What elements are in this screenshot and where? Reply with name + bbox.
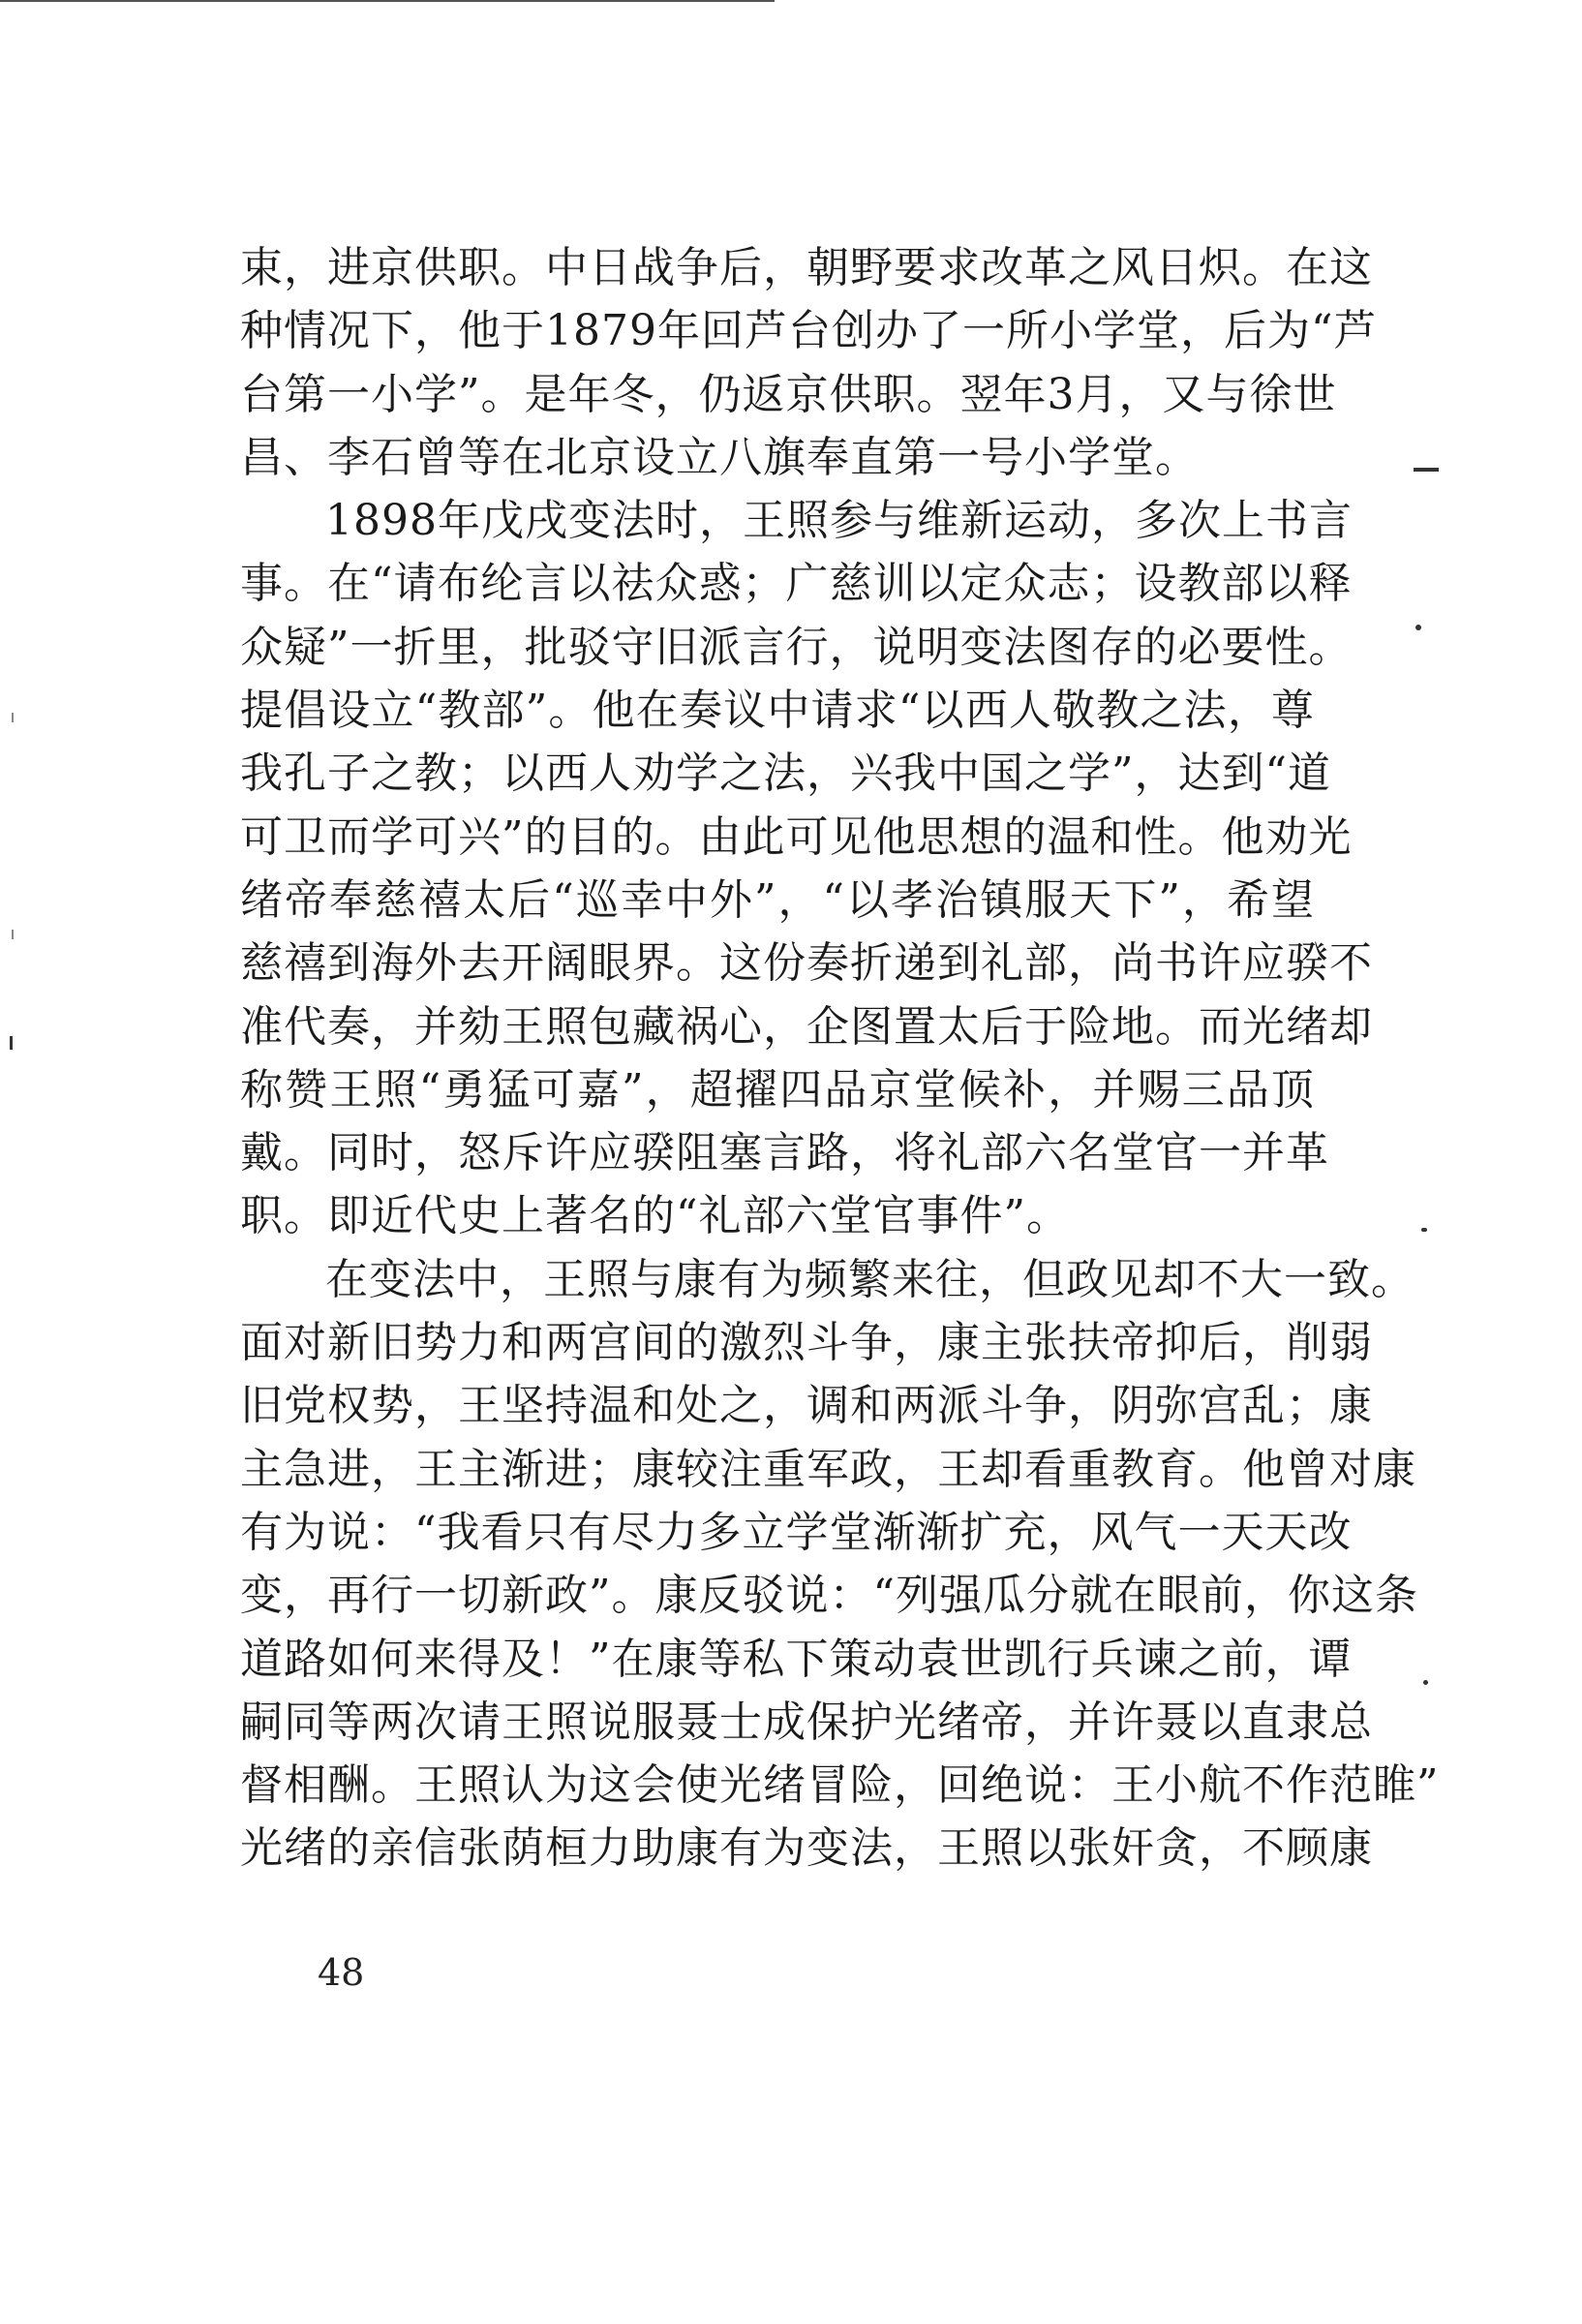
text-line: 事。在“请布纶言以祛众惑；广慈训以定众志；设教部以释 <box>240 559 1353 609</box>
text-line: 道路如何来得及！”在康等私下策动袁世凯行兵谏之前，谭 <box>240 1634 1353 1684</box>
margin-dot-mark <box>1415 625 1421 630</box>
text-line: 面对新旧势力和两宫间的激烈斗争，康主张扶帝抑后，削弱 <box>240 1318 1373 1368</box>
page-number: 48 <box>318 1951 365 1994</box>
margin-tick-mark <box>10 1036 13 1050</box>
text-line: 主急进，王主渐进；康较注重军政，王却看重教育。他曾对康 <box>240 1444 1416 1494</box>
paragraph-3 <box>240 1248 1440 1881</box>
text-line: 旧党权势，王坚持温和处之，调和两派斗争，阴弥宫乱；康 <box>240 1381 1373 1431</box>
margin-dot-mark <box>1423 1680 1428 1685</box>
paragraph-2 <box>240 489 1373 1248</box>
text-line: 职。即近代史上著名的“礼部六堂官事件”。 <box>240 1191 1070 1241</box>
margin-tick-mark <box>12 930 14 939</box>
text-line: 嗣同等两次请王照说服聂士成保护光绪帝，并许聂以直隶总 <box>240 1697 1373 1747</box>
text-line: 昌、李石曾等在北京设立八旗奉直第一号小学堂。 <box>240 432 1199 482</box>
text-line: 提倡设立“教部”。他在奏议中请求“以西人敬教之法，尊 <box>240 686 1315 736</box>
text-line: 准代奏，并劾王照包藏祸心，企图置太后于险地。而光绪却 <box>240 1001 1373 1052</box>
margin-dash-mark <box>1414 468 1439 472</box>
text-line: 种情况下，他于1879年回芦台创办了一所小学堂，后为“芦 <box>240 306 1378 356</box>
text-line: 1898年戊戌变法时，王照参与维新运动，多次上书言 <box>325 496 1353 546</box>
text-line: 我孔子之教；以西人劝学之法，兴我中国之学”，达到“道 <box>240 749 1331 799</box>
text-line: 光绪的亲信张荫桓力助康有为变法，王照以张奸贪，不顾康 <box>240 1823 1373 1874</box>
text-line: 有为说：“我看只有尽力多立学堂渐渐扩充，风气一天天改 <box>240 1507 1353 1557</box>
text-line: 绪帝奉慈禧太后“巡幸中外”，“以孝治镇服天下”，希望 <box>240 874 1315 925</box>
body-text <box>240 236 1440 1881</box>
text-line: 慈禧到海外去开阔眼界。这份奏折递到礼部，尚书许应骙不 <box>240 938 1373 989</box>
margin-tick-mark <box>12 713 14 722</box>
paragraph-1 <box>240 236 1378 489</box>
text-line: 束，进京供职。中日战争后，朝野要求改革之风日炽。在这 <box>240 243 1373 292</box>
text-line: 督相酬。王照认为这会使光绪冒险，回绝说：王小航不作范睢” <box>240 1760 1440 1811</box>
text-line: 变，再行一切新政”。康反驳说：“列强瓜分就在眼前，你这条 <box>240 1571 1418 1621</box>
margin-dot-mark <box>1421 1228 1427 1232</box>
text-line: 台第一小学”。是年冬，仍返京供职。翌年3月，又与徐世 <box>240 369 1337 419</box>
text-line: 可卫而学可兴”的目的。由此可见他思想的温和性。他劝光 <box>240 811 1353 862</box>
text-line: 称赞王照“勇猛可嘉”，超擢四品京堂候补，并赐三品顶 <box>240 1064 1315 1115</box>
scan-top-rule <box>0 0 775 2</box>
text-line: 众疑”一折里，批驳守旧派言行，说明变法图存的必要性。 <box>240 622 1353 672</box>
text-line: 在变法中，王照与康有为频繁来往，但政见却不大一致。 <box>325 1254 1415 1304</box>
text-line: 戴。同时，怒斥许应骙阻塞言路，将礼部六名堂官一并革 <box>240 1128 1329 1178</box>
